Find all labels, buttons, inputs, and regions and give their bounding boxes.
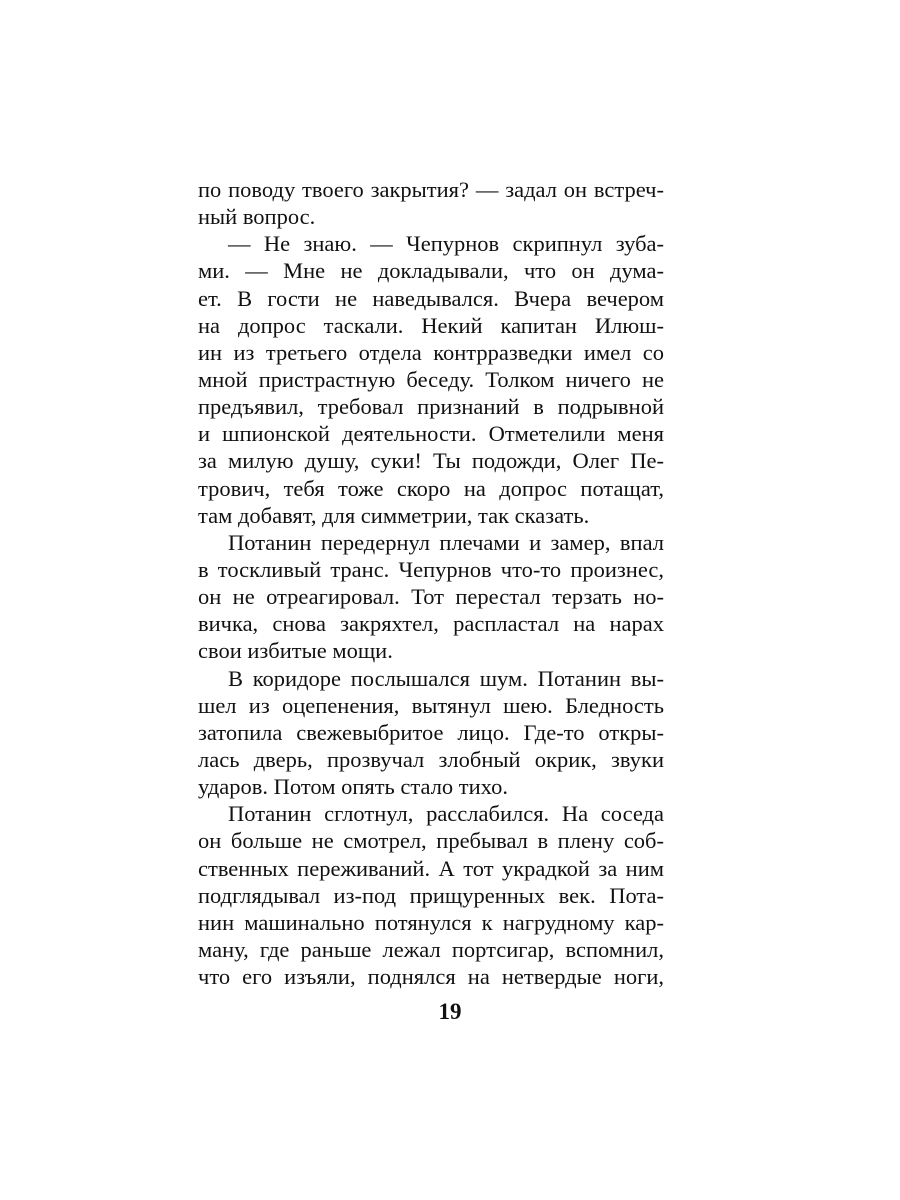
body-text <box>198 176 664 990</box>
text-line: за милую душу, суки! Ты подожди, Олег Пе- <box>198 448 664 474</box>
text-line: он не отреагировал. Тот перестал терзать но- <box>198 584 664 610</box>
text-line: ный вопрос. <box>198 204 316 230</box>
text-line: ми. — Мне не докладывали, что он дума- <box>198 258 664 284</box>
text-line: свои избитые мощи. <box>198 638 393 664</box>
text-line: на допрос таскали. Некий капитан Илюш- <box>198 312 664 338</box>
text-line: и шпионской деятельности. Отметелили меня <box>198 421 664 447</box>
text-line: что его изъяли, поднялся на нетвердые ноги, <box>198 964 664 990</box>
text-line: по поводу твоего закрытия? — задал он встреч- <box>198 177 664 202</box>
text-line: ударов. Потом опять стало тихо. <box>198 774 508 800</box>
text-line: нин машинально потянулся к нагрудному кар- <box>198 909 664 935</box>
page-number: 19 <box>438 999 462 1024</box>
text-line: ману, где раньше лежал портсигар, вспомнил, <box>198 936 664 962</box>
text-line: шел из оцепенения, вытянул шею. Бледность <box>198 692 664 718</box>
text-line: подглядывал из-под прищуренных век. Пота- <box>198 882 664 908</box>
text-line: в тоскливый транс. Чепурнов что-то произнес, <box>198 556 664 582</box>
text-line: ственных переживаний. А тот украдкой за ним <box>198 855 664 881</box>
text-line: там добавят, для симметрии, так сказать. <box>198 502 590 528</box>
text-line: предъявил, требовал признаний в подрывной <box>198 394 664 420</box>
text-line: он больше не смотрел, пребывал в плену соб- <box>198 828 664 854</box>
text-line: — Не знаю. — Чепурнов скрипнул зуба- <box>228 231 664 257</box>
text-line: мной пристрастную беседу. Толком ничего не <box>198 366 664 392</box>
text-line: лась дверь, прозвучал злобный окрик, звуки <box>198 746 664 772</box>
text-line: вичка, снова закряхтел, распластал на нарах <box>198 611 664 637</box>
text-line: В коридоре послышался шум. Потанин вы- <box>228 665 664 691</box>
text-line: Потанин сглотнул, расслабился. На соседа <box>228 801 664 827</box>
text-line: затопила свежевыбритое лицо. Где-то откры- <box>198 719 664 745</box>
text-line: ин из третьего отдела контрразведки имел со <box>198 339 664 365</box>
text-line: ет. В гости не наведывался. Вчера вечером <box>198 285 664 311</box>
text-line: Потанин передернул плечами и замер, впал <box>228 529 664 555</box>
text-line: трович, тебя тоже скоро на допрос потащат, <box>198 475 664 501</box>
